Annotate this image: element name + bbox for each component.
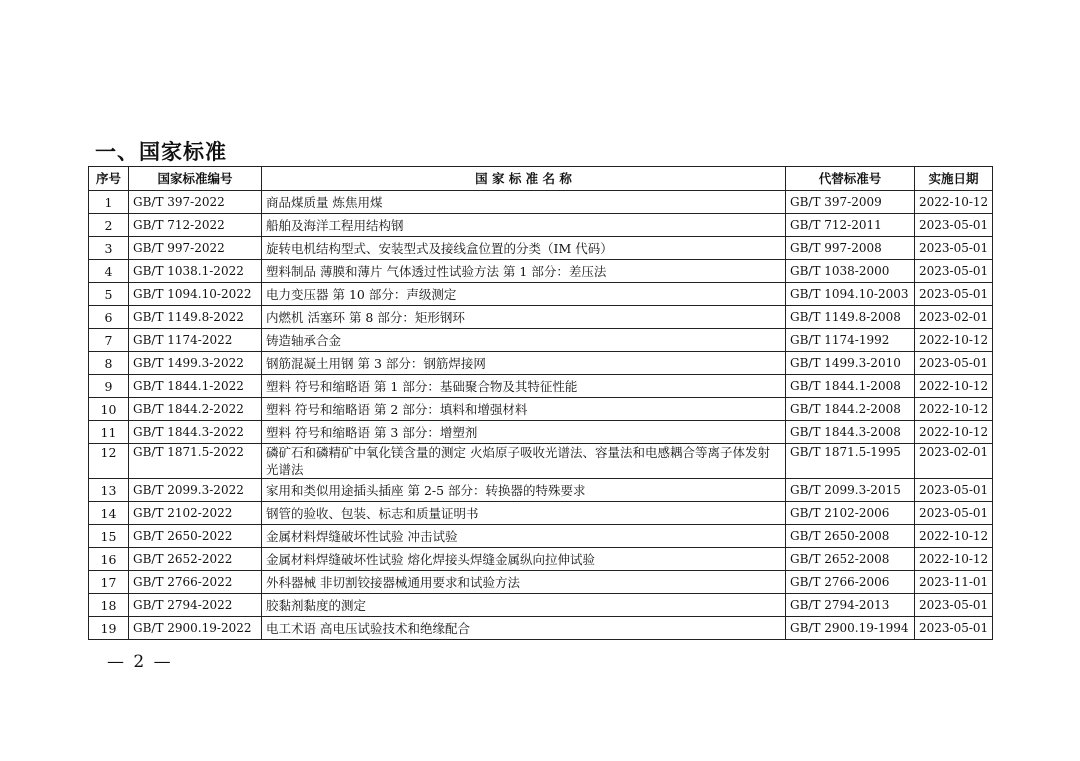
section-title: 一、国家标准 <box>95 140 227 164</box>
standard-code-cell: GB/T 1844.3-2022 <box>129 421 262 444</box>
row-no-cell: 15 <box>89 525 129 548</box>
row-no-cell: 16 <box>89 548 129 571</box>
table-row <box>89 237 993 260</box>
standard-name-cell: 塑料 符号和缩略语 第 2 部分：填料和增强材料 <box>262 398 786 421</box>
replaced-code-cell: GB/T 1844.3-2008 <box>786 421 915 444</box>
standard-code-cell: GB/T 1094.10-2022 <box>129 283 262 306</box>
table-row <box>89 214 993 237</box>
standard-name-cell: 铸造轴承合金 <box>262 329 786 352</box>
implementation-date-cell: 2023-05-01 <box>915 214 993 237</box>
table-row <box>89 352 993 375</box>
national-standards-table <box>88 166 993 640</box>
replaced-code-cell: GB/T 2766-2006 <box>786 571 915 594</box>
replaced-code-cell: GB/T 997-2008 <box>786 237 915 260</box>
standard-name-cell: 船舶及海洋工程用结构钢 <box>262 214 786 237</box>
replaced-code-cell: GB/T 2652-2008 <box>786 548 915 571</box>
implementation-date-cell: 2023-02-01 <box>915 306 993 329</box>
header-date: 实施日期 <box>915 167 993 191</box>
row-no-cell: 9 <box>89 375 129 398</box>
implementation-date-cell: 2022-10-12 <box>915 329 993 352</box>
table-row <box>89 398 993 421</box>
implementation-date-cell: 2022-10-12 <box>915 191 993 214</box>
standard-name-cell: 旋转电机结构型式、安装型式及接线盒位置的分类（IM 代码） <box>262 237 786 260</box>
standard-name-cell: 内燃机 活塞环 第 8 部分：矩形钢环 <box>262 306 786 329</box>
replaced-code-cell: GB/T 1094.10-2003 <box>786 283 915 306</box>
table-row <box>89 260 993 283</box>
implementation-date-cell: 2023-05-01 <box>915 352 993 375</box>
implementation-date-cell: 2023-02-01 <box>915 444 993 479</box>
row-no-cell: 13 <box>89 479 129 502</box>
standard-name-cell: 商品煤质量 炼焦用煤 <box>262 191 786 214</box>
row-no-cell: 11 <box>89 421 129 444</box>
standard-name-cell: 胶黏剂黏度的测定 <box>262 594 786 617</box>
implementation-date-cell: 2022-10-12 <box>915 375 993 398</box>
implementation-date-cell: 2023-05-01 <box>915 260 993 283</box>
standard-name-cell: 外科器械 非切割铰接器械通用要求和试验方法 <box>262 571 786 594</box>
standard-code-cell: GB/T 2794-2022 <box>129 594 262 617</box>
row-no-cell: 7 <box>89 329 129 352</box>
table-row <box>89 375 993 398</box>
page-number: — 2 — <box>107 652 173 672</box>
implementation-date-cell: 2023-05-01 <box>915 502 993 525</box>
table-row <box>89 548 993 571</box>
replaced-code-cell: GB/T 2900.19-1994 <box>786 617 915 640</box>
table-row <box>89 594 993 617</box>
row-no-cell: 1 <box>89 191 129 214</box>
table-row <box>89 283 993 306</box>
replaced-code-cell: GB/T 1038-2000 <box>786 260 915 283</box>
standard-name-cell: 钢筋混凝土用钢 第 3 部分：钢筋焊接网 <box>262 352 786 375</box>
row-no-cell: 4 <box>89 260 129 283</box>
row-no-cell: 8 <box>89 352 129 375</box>
header-code: 国家标准编号 <box>129 167 262 191</box>
header-no: 序号 <box>89 167 129 191</box>
table-row <box>89 525 993 548</box>
replaced-code-cell: GB/T 1499.3-2010 <box>786 352 915 375</box>
standard-name-cell: 电力变压器 第 10 部分：声级测定 <box>262 283 786 306</box>
replaced-code-cell: GB/T 1844.1-2008 <box>786 375 915 398</box>
implementation-date-cell: 2022-10-12 <box>915 525 993 548</box>
implementation-date-cell: 2022-10-12 <box>915 421 993 444</box>
standard-code-cell: GB/T 397-2022 <box>129 191 262 214</box>
row-no-cell: 5 <box>89 283 129 306</box>
standard-code-cell: GB/T 1871.5-2022 <box>129 444 262 479</box>
standard-name-cell: 塑料制品 薄膜和薄片 气体透过性试验方法 第 1 部分：差压法 <box>262 260 786 283</box>
implementation-date-cell: 2022-10-12 <box>915 548 993 571</box>
replaced-code-cell: GB/T 1844.2-2008 <box>786 398 915 421</box>
header-name: 国 家 标 准 名 称 <box>262 167 786 191</box>
table-header-row <box>89 167 993 191</box>
standard-code-cell: GB/T 1499.3-2022 <box>129 352 262 375</box>
row-no-cell: 2 <box>89 214 129 237</box>
table-row <box>89 571 993 594</box>
standard-code-cell: GB/T 2099.3-2022 <box>129 479 262 502</box>
replaced-code-cell: GB/T 2794-2013 <box>786 594 915 617</box>
replaced-code-cell: GB/T 1174-1992 <box>786 329 915 352</box>
replaced-code-cell: GB/T 2102-2006 <box>786 502 915 525</box>
standard-code-cell: GB/T 997-2022 <box>129 237 262 260</box>
replaced-code-cell: GB/T 1871.5-1995 <box>786 444 915 479</box>
standard-code-cell: GB/T 2766-2022 <box>129 571 262 594</box>
implementation-date-cell: 2023-05-01 <box>915 594 993 617</box>
table-row <box>89 306 993 329</box>
implementation-date-cell: 2023-05-01 <box>915 479 993 502</box>
table-row <box>89 191 993 214</box>
row-no-cell: 10 <box>89 398 129 421</box>
standard-code-cell: GB/T 2650-2022 <box>129 525 262 548</box>
standard-code-cell: GB/T 2102-2022 <box>129 502 262 525</box>
table-row <box>89 617 993 640</box>
replaced-code-cell: GB/T 1149.8-2008 <box>786 306 915 329</box>
row-no-cell: 17 <box>89 571 129 594</box>
standard-name-cell: 钢管的验收、包装、标志和质量证明书 <box>262 502 786 525</box>
row-no-cell: 12 <box>89 444 129 479</box>
row-no-cell: 3 <box>89 237 129 260</box>
standard-name-cell: 电工术语 高电压试验技术和绝缘配合 <box>262 617 786 640</box>
standard-name-cell: 金属材料焊缝破坏性试验 冲击试验 <box>262 525 786 548</box>
row-no-cell: 6 <box>89 306 129 329</box>
implementation-date-cell: 2023-05-01 <box>915 283 993 306</box>
implementation-date-cell: 2023-05-01 <box>915 617 993 640</box>
replaced-code-cell: GB/T 2650-2008 <box>786 525 915 548</box>
standard-name-cell: 塑料 符号和缩略语 第 3 部分：增塑剂 <box>262 421 786 444</box>
standard-code-cell: GB/T 1174-2022 <box>129 329 262 352</box>
replaced-code-cell: GB/T 2099.3-2015 <box>786 479 915 502</box>
implementation-date-cell: 2022-10-12 <box>915 398 993 421</box>
row-no-cell: 14 <box>89 502 129 525</box>
replaced-code-cell: GB/T 712-2011 <box>786 214 915 237</box>
standard-name-cell: 塑料 符号和缩略语 第 1 部分：基础聚合物及其特征性能 <box>262 375 786 398</box>
standard-code-cell: GB/T 712-2022 <box>129 214 262 237</box>
replaced-code-cell: GB/T 397-2009 <box>786 191 915 214</box>
standard-name-cell: 家用和类似用途插头插座 第 2-5 部分：转换器的特殊要求 <box>262 479 786 502</box>
table-row <box>89 444 993 479</box>
standard-code-cell: GB/T 1844.2-2022 <box>129 398 262 421</box>
standard-name-cell: 磷矿石和磷精矿中氧化镁含量的测定 火焰原子吸收光谱法、容量法和电感耦合等离子体发射光谱法 <box>262 444 786 479</box>
implementation-date-cell: 2023-11-01 <box>915 571 993 594</box>
standard-code-cell: GB/T 2900.19-2022 <box>129 617 262 640</box>
implementation-date-cell: 2023-05-01 <box>915 237 993 260</box>
table-row <box>89 479 993 502</box>
table-row <box>89 502 993 525</box>
standard-code-cell: GB/T 1149.8-2022 <box>129 306 262 329</box>
standard-code-cell: GB/T 1844.1-2022 <box>129 375 262 398</box>
standard-name-cell: 金属材料焊缝破坏性试验 熔化焊接头焊缝金属纵向拉伸试验 <box>262 548 786 571</box>
table-row <box>89 329 993 352</box>
row-no-cell: 18 <box>89 594 129 617</box>
header-replaced: 代替标准号 <box>786 167 915 191</box>
standard-code-cell: GB/T 2652-2022 <box>129 548 262 571</box>
standard-code-cell: GB/T 1038.1-2022 <box>129 260 262 283</box>
table-row <box>89 421 993 444</box>
row-no-cell: 19 <box>89 617 129 640</box>
